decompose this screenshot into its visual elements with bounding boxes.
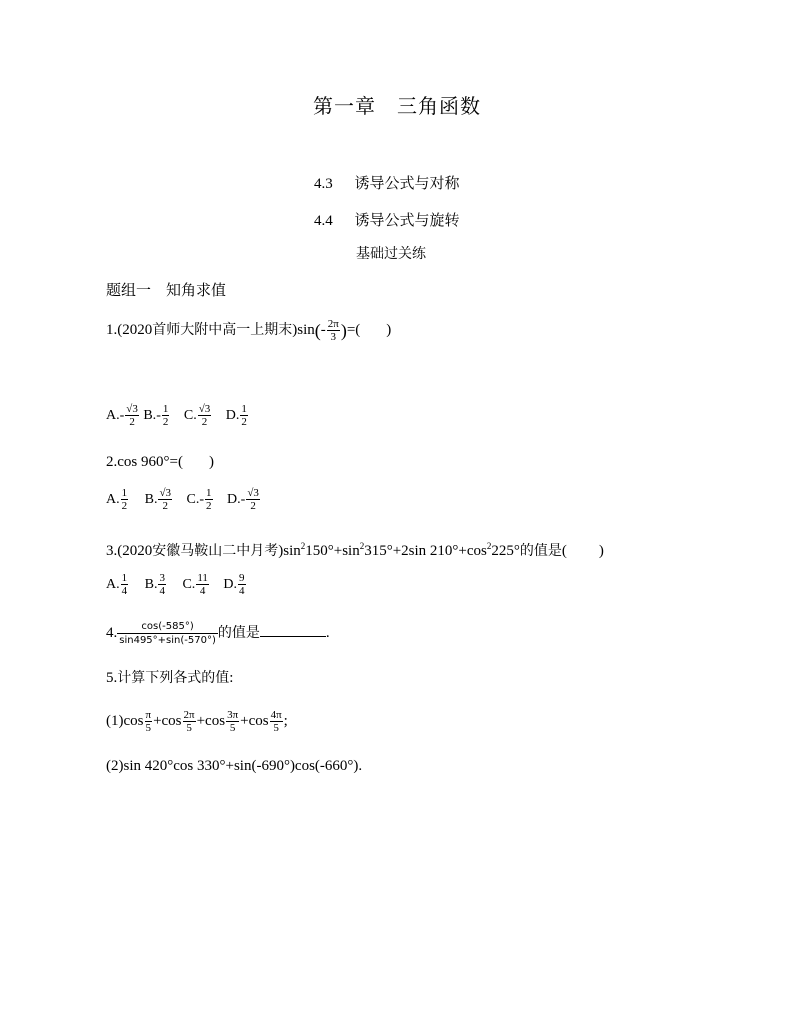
fraction-numerator: π (145, 709, 152, 721)
question-1-source: 首师大附中高一上期末 (152, 321, 293, 338)
option-sign: - (240, 491, 246, 507)
fraction-numerator: 1 (206, 487, 212, 499)
exponent: 2 (486, 541, 492, 551)
fraction-denominator: 4 (239, 585, 245, 597)
fraction-numerator: 1 (121, 572, 128, 584)
option-a (106, 487, 129, 512)
part-end: ; (283, 712, 288, 729)
option-label: C. (183, 407, 197, 423)
fraction-denominator: 2 (121, 500, 128, 512)
fraction-numerator: √3 (247, 487, 259, 499)
option-label: C. (186, 491, 200, 507)
fraction-numerator: √3 (126, 403, 138, 415)
option-d (223, 572, 246, 597)
question-5-colon: : (229, 670, 234, 686)
subtitle: 基础过关练 (356, 246, 426, 262)
question-1-options (106, 403, 249, 428)
fraction-denominator: 4 (159, 585, 165, 597)
fraction-denominator: sin495°+sin(-570°) (119, 635, 216, 646)
fraction-numerator: 1 (121, 487, 128, 499)
option-b (144, 487, 173, 512)
fraction-numerator: √3 (198, 403, 211, 415)
fraction-denominator: 2 (162, 500, 168, 512)
option-sign: - (119, 407, 125, 423)
option-label: B. (144, 491, 158, 507)
option-label: A. (106, 407, 120, 423)
question-3-expr: 315°+2sin 210°+cos (364, 543, 487, 559)
option-label: C. (182, 576, 196, 592)
chapter-title: 第一章 三角函数 (313, 94, 481, 118)
option-a (106, 403, 140, 428)
option-c (186, 487, 214, 512)
fraction-denominator: 5 (145, 722, 152, 734)
option-d (225, 403, 249, 428)
question-4-end: . (325, 624, 330, 641)
question-4-prefix: 4. (106, 624, 118, 641)
section-heading-4-4 (314, 209, 460, 230)
fraction-denominator: 2 (201, 416, 208, 428)
question-1-fraction (327, 318, 340, 343)
fraction-numerator: cos(-585°) (117, 620, 218, 634)
operator: +cos (196, 712, 226, 729)
question-5-part-1 (106, 709, 288, 734)
question-3 (106, 536, 604, 561)
fraction-numerator: √3 (159, 487, 172, 499)
option-label: D. (225, 407, 240, 423)
question-group-heading: 题组一 知角求值 (106, 281, 227, 299)
operator: +cos (153, 712, 182, 729)
fraction-denominator: 2 (129, 416, 135, 428)
question-1-close: ) (386, 321, 392, 338)
option-sign: - (156, 407, 161, 423)
question-5-text: 计算下列各式的值 (117, 670, 230, 686)
question-3-close: ) (598, 543, 604, 559)
fraction-denominator: 5 (273, 722, 279, 734)
question-3-options (106, 572, 247, 597)
question-2-close: ) (208, 454, 214, 470)
option-label: B. (143, 407, 157, 423)
fraction-denominator: 4 (121, 585, 128, 597)
fraction-denominator: 3 (330, 331, 337, 343)
fraction-numerator: 2π (327, 318, 339, 330)
option-b (144, 572, 167, 597)
question-4-fraction (117, 620, 218, 647)
fraction-numerator: 4π (270, 709, 282, 721)
fraction-denominator: 2 (206, 500, 212, 512)
part-label: (1)cos (106, 712, 144, 729)
option-label: D. (227, 491, 241, 507)
section-number: 4.4 (314, 213, 333, 229)
question-3-expr: 225° (491, 543, 520, 559)
question-5-part-2: (2)sin 420°cos 330°+sin(-690°)cos(-660°). (106, 758, 363, 774)
option-c (183, 403, 212, 428)
fraction-denominator: 2 (241, 416, 247, 428)
section-heading-4-3 (314, 172, 460, 193)
question-4-tail-text: 的值是 (217, 624, 260, 641)
fraction-denominator: 2 (162, 416, 169, 428)
question-3-tail-text: 的值是 (519, 543, 562, 559)
section-title: 诱导公式与旋转 (354, 211, 460, 229)
option-label: B. (144, 576, 158, 592)
option-label: A. (106, 491, 120, 507)
question-2-options (106, 487, 261, 512)
question-1-fn: )sin (292, 321, 315, 338)
question-5-prefix: 5. (106, 670, 118, 686)
question-4 (106, 620, 330, 647)
exponent: 2 (359, 541, 365, 551)
question-3-source: 安徽马鞍山二中月考 (152, 543, 279, 559)
question-3-expr: )sin (278, 543, 301, 559)
question-5 (106, 668, 233, 688)
answer-blank (260, 622, 326, 637)
fraction-numerator: 3π (227, 709, 239, 721)
fraction-numerator: 2π (183, 709, 195, 721)
question-1-tail: =( (346, 321, 361, 338)
option-c (182, 572, 209, 597)
option-d (227, 487, 261, 512)
question-1: 1.(2020首师大附中高一上期末)sin(- $\frac{2\pi}{3}$ )=( ) (106, 318, 392, 343)
fraction-numerator: 1 (241, 403, 247, 415)
fraction-numerator: 3 (159, 572, 165, 584)
fraction-denominator: 5 (186, 722, 192, 734)
section-number: 4.3 (314, 176, 333, 192)
option-sign: - (199, 491, 205, 507)
option-a (106, 572, 129, 597)
option-label: D. (223, 576, 238, 592)
question-3-expr: 150°+sin (305, 543, 360, 559)
question-2 (106, 452, 214, 472)
exponent: 2 (300, 541, 306, 551)
option-b (143, 403, 170, 428)
section-title: 诱导公式与对称 (354, 174, 460, 192)
fraction-numerator: 9 (239, 572, 245, 584)
fraction-denominator: 5 (229, 722, 236, 734)
question-1-sign: - (320, 321, 326, 338)
question-2-text: 2.cos 960°=( (106, 454, 183, 470)
question-3-tail: ( (561, 543, 567, 559)
fraction-numerator: 11 (197, 572, 208, 584)
fraction-numerator: 1 (162, 403, 169, 415)
option-label: A. (106, 576, 120, 592)
fraction-denominator: 2 (250, 500, 256, 512)
question-1-prefix: 1.(2020 (106, 321, 153, 338)
question-3-prefix: 3.(2020 (106, 543, 153, 559)
operator: +cos (240, 712, 269, 729)
fraction-denominator: 4 (199, 585, 206, 597)
